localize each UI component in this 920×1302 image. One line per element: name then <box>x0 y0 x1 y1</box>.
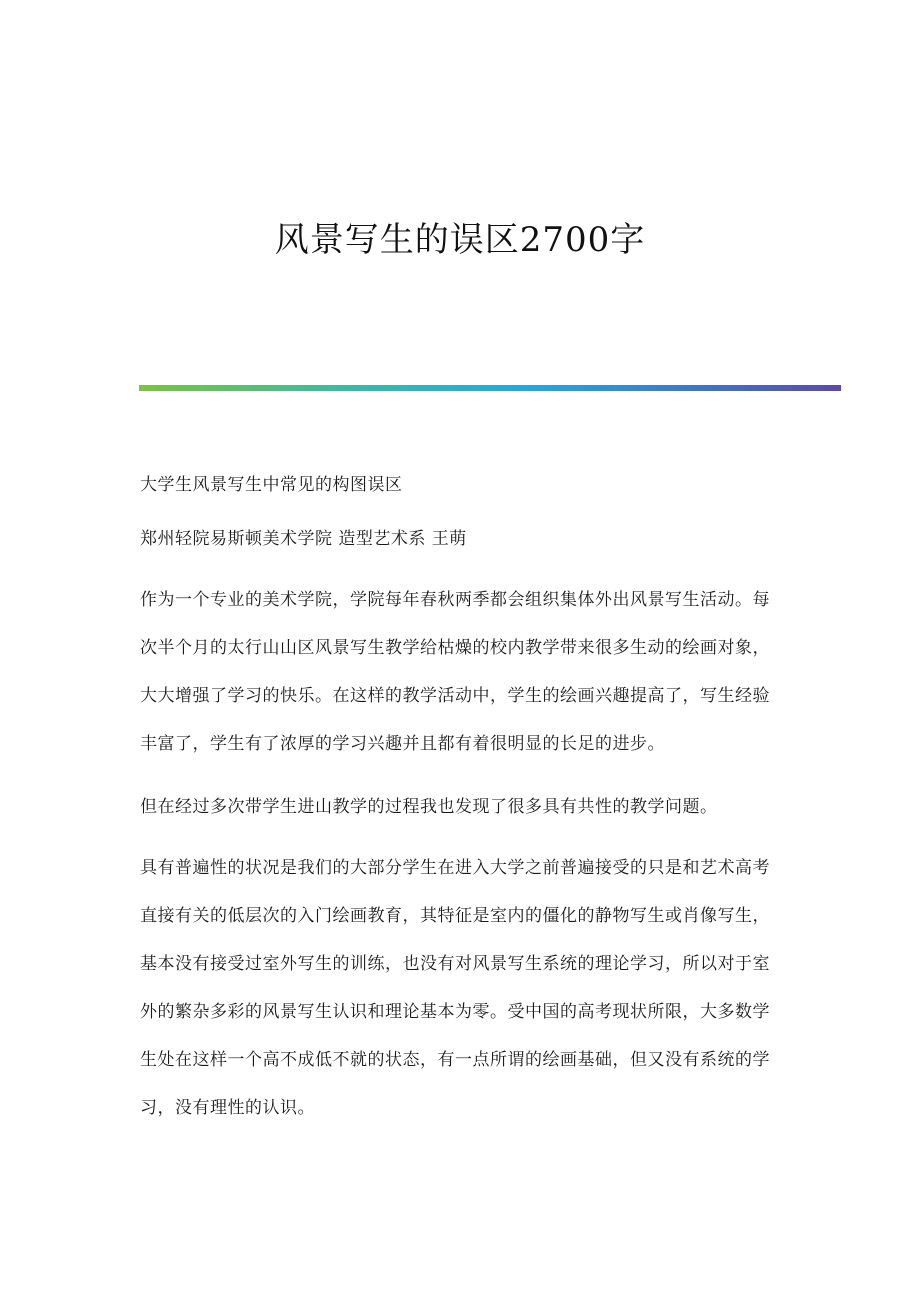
title-divider <box>139 385 841 391</box>
body-paragraph-1: 作为一个专业的美术学院，学院每年春秋两季都会组织集体外出风景写生活动。每次半个月的太行山山区风景写生教学给枯燥的校内教学带来很多生动的绘画对象，大大增强了学习的快乐。在这样的教学活动中，学生的绘画兴趣提高了，写生经验丰富了，学生有了浓厚的学习兴趣并且都有着很明显的长足的进步。 <box>140 590 770 754</box>
article-subtitle: 大学生风景写生中常见的构图误区 <box>140 475 403 495</box>
document-body <box>140 468 780 1154</box>
document-title: 风景写生的误区2700字 <box>274 220 646 260</box>
body-paragraph-2: 但在经过多次带学生进山教学的过程我也发现了很多具有共性的教学问题。 <box>140 797 718 817</box>
body-paragraph-3: 具有普遍性的状况是我们的大部分学生在进入大学之前普遍接受的只是和艺术高考直接有关的低层次的入门绘画教育，其特征是室内的僵化的静物写生或肖像写生，基本没有接受过室外写生的训练，也没有对风景写生系统的理论学习，所以对于室外的繁杂多彩的风景写生认识和理论基本为零。受中国的高考现状所限，大多数学生处在这样一个高不成低不就的状态，有一点所谓的绘画基础，但又没有系统的学习，没有理性的认识。 <box>140 858 770 1118</box>
author-line: 郑州轻院易斯顿美术学院 造型艺术系 王萌 <box>140 529 467 549</box>
